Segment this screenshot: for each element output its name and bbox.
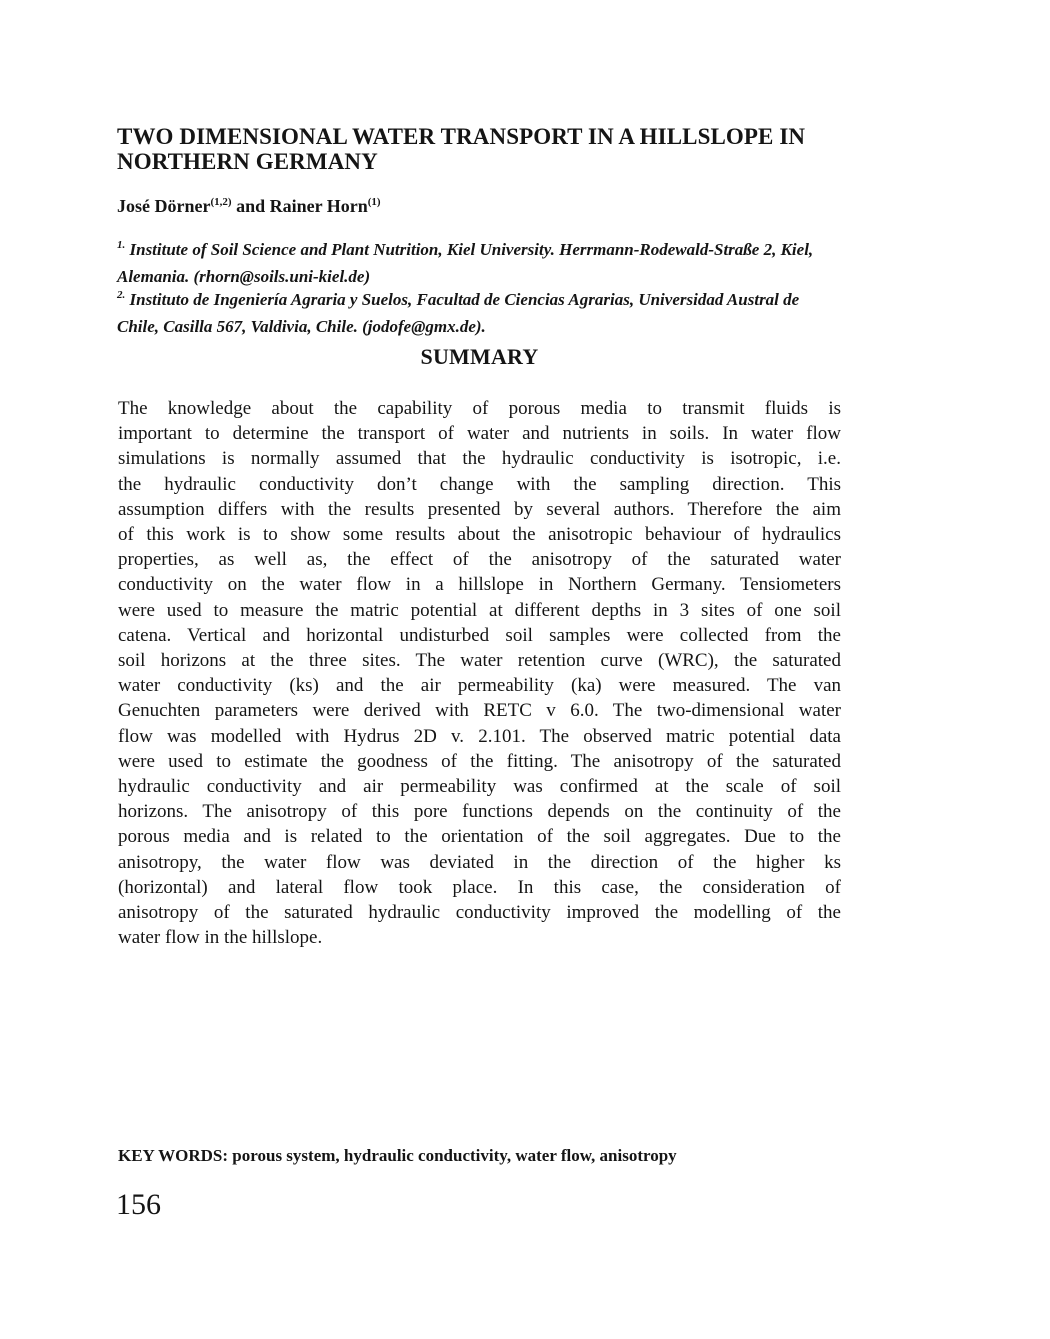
paragraph-line: water conductivity (ks) and the air permeability (ka) were measured. The van	[118, 675, 841, 697]
authors-connector: and	[231, 196, 270, 216]
paragraph-line: the hydraulic conductivity don’t change with the sampling direction. This	[118, 473, 841, 495]
paragraph-line: simulations is normally assumed that the hydraulic conductivity is isotropic, i.e.	[118, 448, 841, 470]
paragraph-line: porous media and is related to the orientation of the soil aggregates. Due to the	[118, 826, 841, 848]
paragraph-line: catena. Vertical and horizontal undisturbed soil samples were collected from the	[118, 624, 841, 646]
keywords-line: KEY WORDS: porous system, hydraulic conductivity, water flow, anisotropy	[118, 1146, 677, 1165]
affiliation-1-line-1	[117, 238, 862, 265]
summary-paragraph	[118, 396, 841, 950]
authors-line	[117, 196, 381, 217]
paragraph-line: anisotropy, the water flow was deviated in the direction of the higher ks	[118, 851, 841, 873]
paper-title-line-1: TWO DIMENSIONAL WATER TRANSPORT IN A HILLSLOPE IN	[117, 124, 806, 149]
paper-title	[117, 124, 862, 174]
paragraph-line: flow was modelled with Hydrus 2D v. 2.101. The observed matric potential data	[118, 725, 841, 747]
affiliation-2-marker: 2.	[117, 289, 126, 301]
author-2-affiliation-ref: (1)	[367, 196, 381, 208]
paragraph-line: The knowledge about the capability of porous media to transmit fluids is	[118, 398, 841, 419]
affiliation-1-line-2: Alemania. (rhorn@soils.uni-kiel.de)	[117, 266, 371, 286]
affiliations-block	[117, 238, 862, 338]
paragraph-line: of this work is to show some results about the anisotropic behaviour of hydraulics	[118, 524, 841, 546]
paragraph-line: water flow in the hillslope.	[118, 927, 323, 949]
affiliation-2-text: Instituto de Ingeniería Agraria y Suelos, Facultad de Ciencias Agrarias, Universidad Austral de	[125, 290, 800, 309]
paragraph-line: soil horizons at the three sites. The water retention curve (WRC), the saturated	[118, 650, 841, 672]
paragraph-line: conductivity on the water flow in a hillslope in Northern Germany. Tensiometers	[118, 574, 841, 596]
paragraph-line: assumption differs with the results presented by several authors. Therefore the aim	[118, 498, 841, 520]
summary-heading: SUMMARY	[420, 344, 539, 369]
author-2-name: Rainer Horn	[269, 196, 368, 216]
affiliation-2-line-2: Chile, Casilla 567, Valdivia, Chile. (jodofe@gmx.de).	[117, 316, 486, 336]
affiliation-2-line-1	[117, 288, 862, 315]
author-1-name: José Dörner	[117, 196, 211, 216]
paragraph-line: hydraulic conductivity and air permeability was confirmed at the scale of soil	[118, 776, 841, 798]
paper-title-line-2: NORTHERN GERMANY	[117, 149, 378, 174]
page-number: 156	[116, 1188, 161, 1221]
author-1-affiliation-ref: (1,2)	[210, 196, 232, 208]
affiliation-1-marker: 1.	[117, 239, 126, 251]
paragraph-line: were used to measure the matric potential at different depths in 3 sites of one soil	[118, 599, 841, 621]
paragraph-line: anisotropy of the saturated hydraulic conductivity improved the modelling of the	[118, 902, 841, 924]
paragraph-line: important to determine the transport of water and nutrients in soils. In water flow	[118, 423, 841, 445]
paragraph-line: properties, as well as, the effect of the anisotropy of the saturated water	[118, 549, 841, 571]
paragraph-line: Genuchten parameters were derived with RETC v 6.0. The two-dimensional water	[118, 700, 841, 722]
paragraph-line: horizons. The anisotropy of this pore functions depends on the continuity of the	[118, 801, 841, 823]
affiliation-1-text: Institute of Soil Science and Plant Nutrition, Kiel University. Herrmann-Rodewald-Straße 2, Kiel,	[125, 240, 814, 259]
paragraph-line: (horizontal) and lateral flow took place. In this case, the consideration of	[118, 876, 841, 898]
paragraph-line: were used to estimate the goodness of the fitting. The anisotropy of the saturated	[118, 750, 841, 772]
